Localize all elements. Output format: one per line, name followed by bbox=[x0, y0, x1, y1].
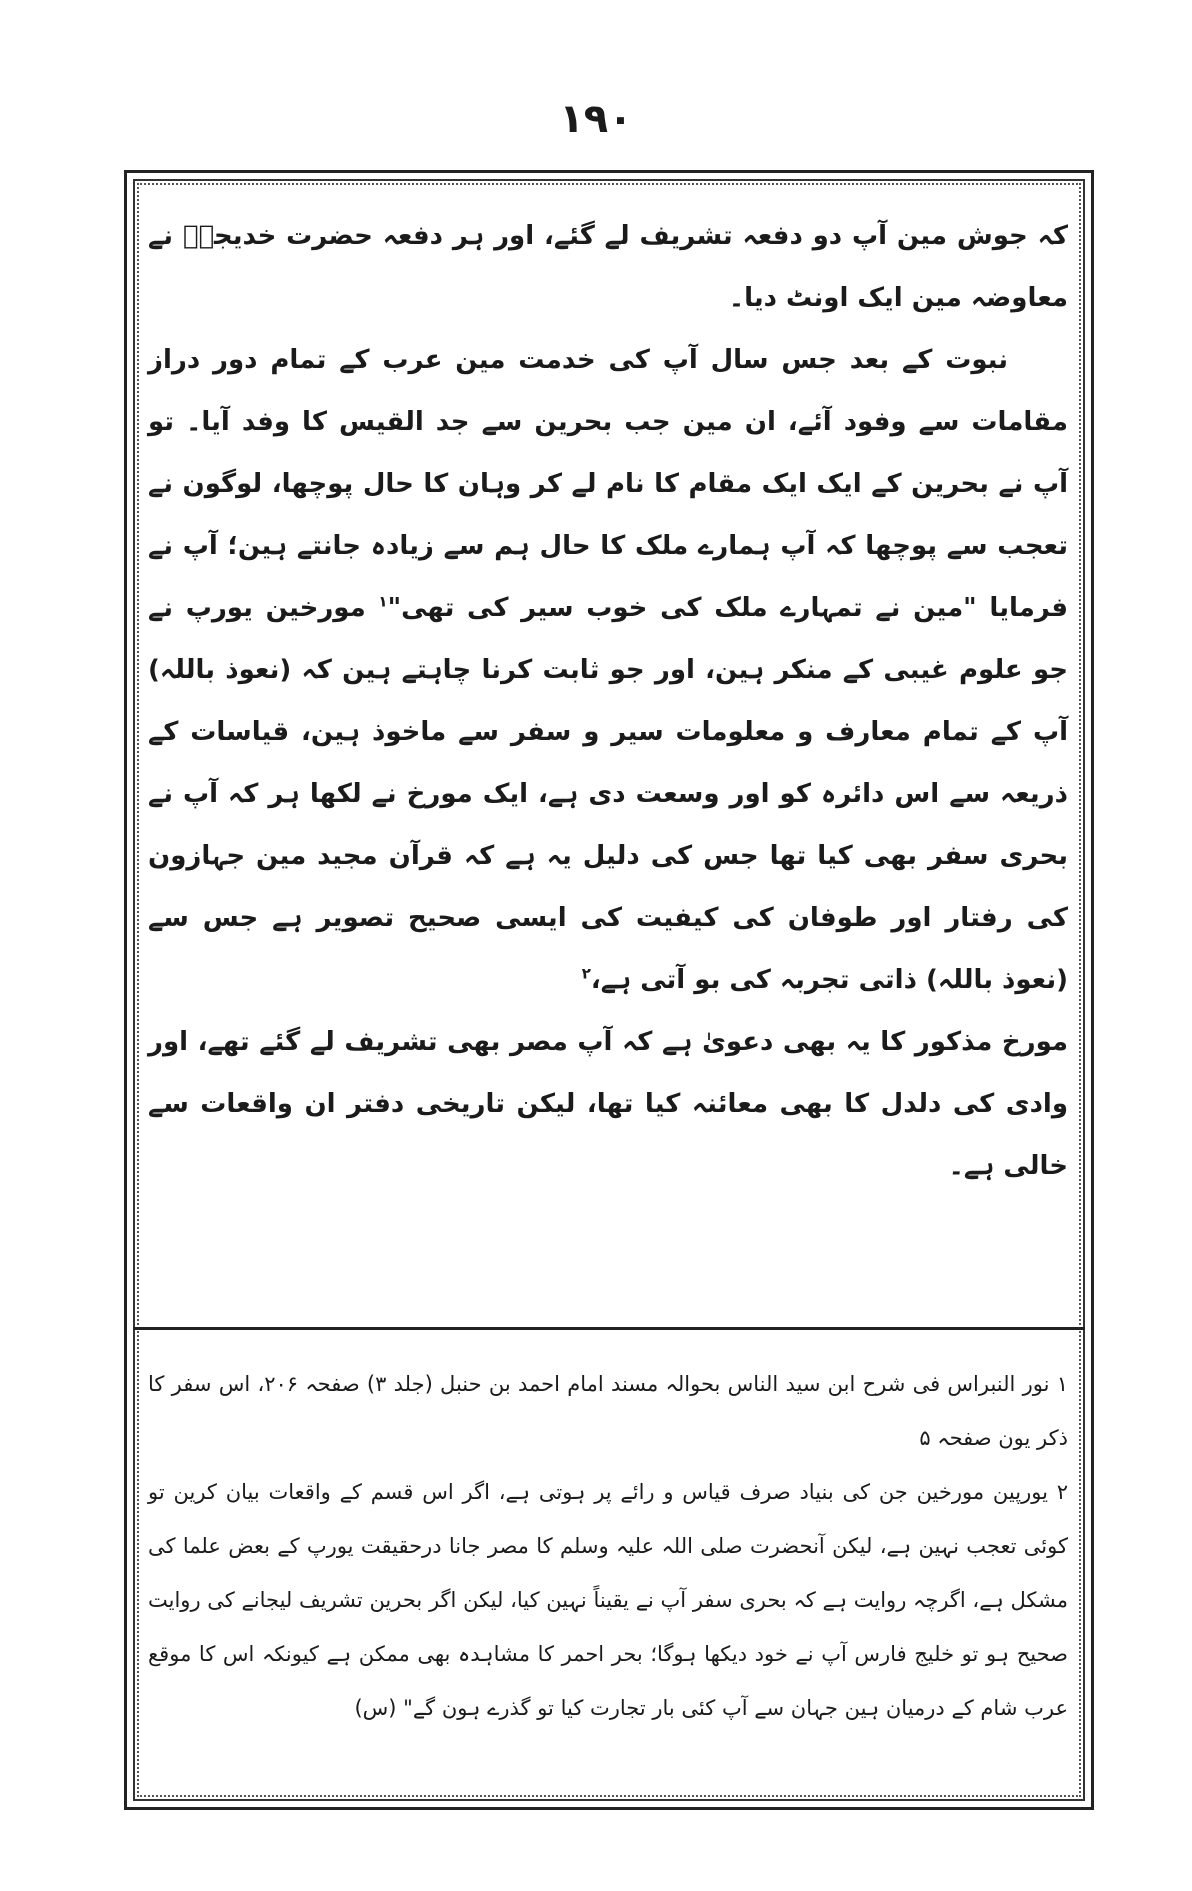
paragraph-1: کہ جوش مین آپ دو دفعہ تشریف لے گئے، اور ہر دفعہ حضرت خدیجہؓ نے معاوضہ مین ایک اونٹ دیا۔ bbox=[148, 221, 1068, 313]
paragraph-2 bbox=[148, 329, 1068, 1011]
footnote-marker-1: ۱ bbox=[378, 592, 388, 611]
paragraph-3-text: مورخین یورپ نے جو علوم غیبی کے منکر ہین، اور جو ثابت کرنا چاہتے ہین کہ (نعوذ باللہ) آپ کے تمام معارف و معلومات سیر و سفر سے ماخوذ ہین، قیاسات کے ذریعہ سے اس دائرہ کو اور وسعت دی ہے، ایک مورخ نے لکھا ہر کہ آپ نے بحری سفر بھی کیا تھا جس کی دلیل یہ ہے کہ قرآن مجید مین جہازون کی رفتار اور طوفان کی کیفیت کی ایسی صحیح تصویر ہے جس سے (نعوذ باللہ) ذاتی تجربہ کی بو آتی ہے، bbox=[148, 593, 1068, 995]
main-text bbox=[148, 205, 1068, 1197]
paragraph-2-text: نبوت کے بعد جس سال آپ کی خدمت مین عرب کے تمام دور دراز مقامات سے وفود آئے، ان مین جب بحرین سے جد القیس کا وفد آیا۔ تو آپ نے بحرین کے ایک ایک مقام کا نام لے کر وہان کا حال پوچھا، لوگون نے تعجب سے پوچھا کہ آپ ہمارے ملک کا حال ہم سے زیادہ جانتے ہین؛ آپ نے فرمایا "مین نے تمہارے ملک کی خوب سیر کی تھی" bbox=[148, 345, 1069, 623]
footnote-2: ۲ یورپین مورخین جن کی بنیاد صرف قیاس و رائے پر ہوتی ہے، اگر اس قسم کے واقعات بیان کرین تو کوئی تعجب نہین ہے، لیکن آنحضرت صلی اللہ علیہ وسلم کا مصر جانا درحقیقت یورپ کے بعض علما کی مشکل ہے، اگرچہ روایت ہے کہ بحری سفر آپ نے یقیناً نہین کیا، لیکن اگر بحرین تشریف لیجانے کی روایت صحیح ہو تو خلیج فارس آپ نے خود دیکھا ہوگا؛ بحر احمر کا مشاہدہ بھی ممکن ہے کیونکہ اس کا موقع عرب شام کے درمیان ہین جہان سے آپ کئی بار تجارت کیا تو گذرے ہون گے" (س) bbox=[148, 1480, 1068, 1720]
paragraph-4: مورخ مذکور کا یہ بھی دعویٰ ہے کہ آپ مصر بھی تشریف لے گئے تھے، اور وادی کی دلدل کا بھی معائنہ کیا تھا، لیکن تاریخی دفتر ان واقعات سے خالی ہے۔ bbox=[148, 1027, 1068, 1181]
footnote-divider bbox=[133, 1327, 1085, 1330]
footnotes bbox=[148, 1357, 1068, 1735]
footnote-marker-2: ۲ bbox=[581, 964, 591, 983]
footnote-1: ۱ نور النبراس فی شرح ابن سید الناس بحوالہ مسند امام احمد بن حنبل (جلد ۳) صفحہ ۲۰۶، اس سفر کا ذکر یون صفحہ ۵ bbox=[148, 1372, 1068, 1450]
page-number: ۱۹۰ bbox=[559, 96, 633, 142]
